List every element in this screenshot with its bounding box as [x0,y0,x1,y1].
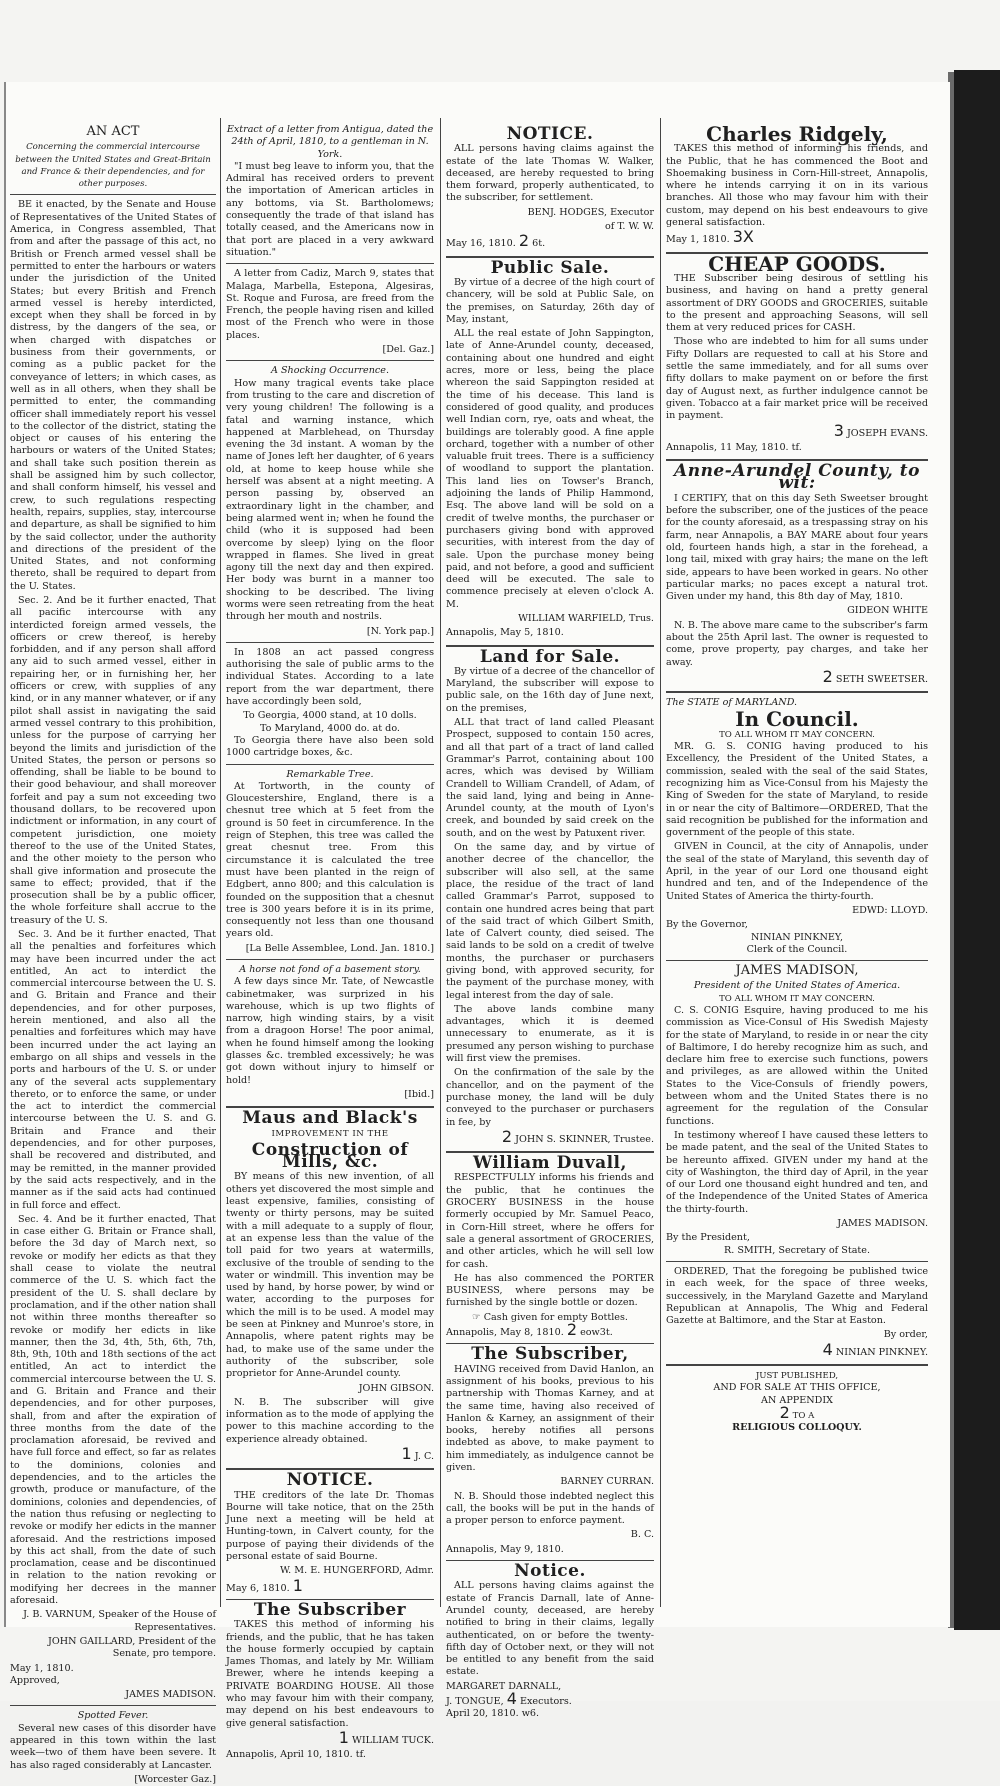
cheap-goods-title: CHEAP GOODS. [708,251,886,276]
for-sale-office: AND FOR SALE AT THIS OFFICE, [713,1382,881,1394]
land-sale-signature: 2 JOHN S. SKINNER, Trustee. [501,1126,654,1146]
subscriber-signature: BARNEY CURRAN. [560,1476,654,1488]
madison-subtitle: President of the United States of America. [693,980,901,992]
madison-text: C. S. CONIG Esquire, having produced to me his commission as Vice-Consul of His Swedish Majesty for the state of Maryland, to reside in or near the city of Baltimore, I do hereby recognize him as such, and declare him free to exercise such functions, powers and privileges, as are allowed within the United States to the Vice-Consuls of friendly powers, between whom and the United States there is no agreement for the regulation of the Consular functions. [666,1005,928,1127]
council-pinkney: NINIAN PINKNEY, [750,931,844,943]
subscriber-date: Annapolis, May 9, 1810. [446,1543,564,1555]
to-a-label: 2 TO A [779,1402,815,1422]
cadiz-source: [Del. Gaz.] [382,344,434,356]
handwritten-mark: 2 [501,1126,513,1146]
divider [226,360,434,361]
public-sale-intro: By virtue of a decree of the high court of chancery, will be sold at Public Sale, on the premises, on Saturday, 26th day of May, instant, [446,276,654,325]
handwritten-mark: 3X [732,227,754,247]
book-binding [954,70,1000,1630]
cheap-goods-signature: 3 JOSEPH EVANS. [833,420,928,440]
column-rule [660,118,661,1607]
council-by: By the Governor, [666,919,748,931]
fever-title: Spotted Fever. [77,1710,149,1722]
council-text: MR. G. S. CONIG having produced to his Excellency, the President of the United States, a commission, sealed with the seal of the said States, recognizing him as Vice-Consul from his Majesty the King of Sweden for the state of Maryland, to reside in or near the city of Baltimore—ORDERED, That the said recognition be published for the information and government of the people of this state. [666,741,928,839]
divider [226,263,434,264]
signature-gaillard: JOHN GAILLARD, President of the Senate, pro tempore. [48,1635,216,1660]
religious-colloquy-label: RELIGIOUS COLLOQUY. [732,1422,862,1434]
column-rule [440,118,441,1607]
madison-testimony: In testimony whereof I have caused these letters to be made patent, and the seal of the United States to be hereunto affixed. GIVEN under my hand at the city of Washington, the third day of April, in the year of our Lord one thousand eight hundred and ten, and of the Independence of the United States of America the thirty-fourth. [666,1129,928,1215]
horse-text: A few days since Mr. Tate, of Newcastle cabinetmaker, was surprized in his warehouse, which is up two flights of narrow, high winding stairs, by a visit from a dragoon Horse! The poor animal, when he found himself among the looking glasses &c. trembled excessively; he was got down without injury to himself or hold! [226,976,434,1086]
handwritten-mark: 2 [779,1402,790,1422]
concern-label: TO ALL WHOM IT MAY CONCERN. [719,729,875,740]
madison-by: By the President, [666,1232,750,1244]
fever-text: Several new cases of this disorder have appeared in this town within the last week—two of them have been severe. It has also raged considerably at Lancaster. [10,1722,216,1771]
council-clerk: Clerk of the Council. [746,943,848,955]
subscriber-initials: B. C. [630,1529,654,1541]
shock-source: [N. York pap.] [366,625,434,637]
public-sale-text: ALL the real estate of John Sappington, late of Anne-Arundel county, deceased, containing about one hundred and eight acres, more or less, being the place whereon the said Sappington resided at the time of his decease. This land is considered of good quality, and produces well Indian corn, rye, oats and wheat, the buildings are tolerably good. A fine apple orchard, together with a number of other valuable fruit trees. There is a sufficiency of woodland to support the plantation. This land lies on Towser's Branch, adjoining the lands of Philip Hammond, Esq. The above land will be sold on a credit of twelve months, the purchaser or purchasers giving bond with approved securities, with interest from the day of sale. Upon the purchase money being paid, and not before, a good and sufficient deed will be executed. The sale to commence precisely at eleven o'clock A. M. [446,328,654,610]
notice-date: May 6, 1810. 1 [226,1575,303,1595]
notice-signature: W. M. E. HUNGERFORD, Admr. [280,1565,434,1577]
tree-title: Remarkable Tree. [286,768,374,780]
notice-text: ALL persons having claims against the estate of the late Thomas W. Walker, deceased, are hereby requested to bring them forward, properly authenticated, to the subscriber, for settlement. [446,143,654,204]
mills-title-2: Construction of Mills, &c. [251,1139,409,1173]
act-title: AN ACT [86,124,140,139]
act-section-3: Sec. 3. And be it further enacted, That all the penalties and forfeitures which may have been incurred under the act entitled, An act to interdict the commercial intercourse between the U. S. and G. Britain and France and their dependencies, and for other purposes, herein mentioned, and also all the penalties and forfeitures which may have been incurred under the act laying an embargo on all ships and vessels in the ports and harbours of the U. S. or under any of the several acts supplementary thereto, or to enforce the same, or under the act to interdict the commercial intercourse between the U. S. and G. Britain and France and their dependencies, and for other purposes, shall be recovered and distributed, and may be remitted, in the manner provided by the said acts respectively, and in the manner as if the said acts had continued in full force and effect. [10,929,216,1211]
duvall-date: Annapolis, May 8, 1810. 2 eow3t. [446,1320,613,1340]
ordered-by: By order, [883,1329,928,1341]
cheap-goods-text: THE Subscriber being desirous of settling his business, and having on hand a pretty general assortment of DRY GOODS and GROCERIES, suitable to the present and approaching Seasons, will sell them at very reduced prices for CASH. [666,272,928,334]
anne-arundel-text: I CERTIFY, that on this day Seth Sweetser brought before the subscriber, one of the justices of the peace for the county aforesaid, as a trespassing stray on his farm, near Annapolis, a BAY MARE about four years old, fourteen hands high, a star in the forehead, a long tail, mixed with gray hairs; the mane on the left side, appears to have been worked in gears. No other particular marks; no paces except a natural trot. Given under my hand, this 8th day of May, 1810. [666,492,928,603]
handwritten-mark: 3 [833,420,844,440]
public-sale-signature: WILLIAM WARFIELD, Trus. [518,612,654,624]
subscriber-title: The Subscriber [253,1599,407,1620]
madison-smith: R. SMITH, Secretary of State. [724,1244,870,1256]
tree-text: At Tortworth, in the county of Gloucestershire, England, there is a chesnut tree which at 5 feet from the ground is 50 feet in circumference. In the reign of Stephen, this tree was called the great chesnut tree. From this circumstance it is calculated the tree must have been planted in the reign of Edgbert, anno 800; and this calculation is founded on the supposition that a chesnut tree is 300 years before it is in its prime, consequently not less than one thousand years old. [226,780,434,940]
act-section-2: Sec. 2. And be it further enacted, That all pacific intercourse with any interdicted foreign armed vessels, the officers or crew thereof, is hereby forbidden, and if any person shall afford any aid to such armed vessel, either in repairing her, or in furnishing her, her officers or crew, with supplies of any kind, or in any manner whatever, or if any pilot shall assist in navigating the said armed vessel contrary to this prohibition, unless for the purpose of carrying her beyond the limits and jurisdiction of the United States, the person or persons so offending, shall be liable to be bound to their good behaviour, and shall moreover forfeit and pay a sum not exceeding two thousand dollars, to be recovered upon indictment or information, in any court of competent jurisdiction, one moiety thereof to the use of the United States, and the other moiety to the person who shall give information and prosecute the same to effect; provided, that if the prosecution shall be by a public officer, the whole forfeiture shall accrue to the treasury of the U. S. [10,594,216,926]
mills-signature: JOHN GIBSON. [358,1382,434,1394]
duvall-cash: ☞ Cash given for empty Bottles. [472,1311,628,1323]
newspaper-page [4,82,950,1785]
ordered-signature: 4 NINIAN PINKNEY. [822,1339,928,1359]
mills-nb: N. B. The subscriber will give information as to the mode of applying the power to this machine according to the experience already obtained. [226,1396,434,1445]
duvall-title: William Duvall, [473,1153,627,1174]
anne-arundel-signature-2: 2 SETH SWEETSER. [822,666,928,686]
signature-madison: JAMES MADISON. [125,1689,216,1701]
anne-arundel-signature: GIDEON WHITE [847,605,928,617]
notice-signature: BENJ. HODGES, Executor [527,206,654,218]
notice-title: NOTICE. [506,124,594,144]
notice2-text: ALL persons having claims against the estate of Francis Darnall, late of Anne-Arundel county, deceased, are hereby notified to bring in their claims, legally authenticated, on or before the twenty-fifth day of October next, or they will not be entitled to any benefit from the said estate. [446,1580,654,1678]
notice-signature-2: of T. W. W. [605,221,654,233]
public-sale-title: Public Sale. [490,257,610,278]
act-section-4: Sec. 4. And be it further enacted, That in case either G. Britain or France shall, before the 3d day of March next, so revoke or modify her edicts as that they shall cease to violate the neutral commerce of the U. S. which fact the president of the U. S. shall declare by proclamation, and if the other nation shall not within three months thereafter so revoke or modify her edicts in like manner, then the 3d, 4th, 5th, 6th, 7th, 8th, 9th, 10th and 18th sections of the act entitled, An act to interdict the commercial intercourse between the U. S. and G. Britain and France and their dependencies, and for other purposes, shall, from and after the expiration of three months from the date of the proclamation aforesaid, be revived and have full force and effect, so far as relates to the dominions, colonies and dependencies, and to the articles the growth, produce or manufacture, of the dominions, colonies and dependencies, of the nation thus refusing or neglecting to revoke or modify her edicts in the manner aforesaid. And the restrictions imposed by this act shall, from the date of such proclamation, cease and be discontinued in relation to the nation revoking or modifying her decrees in the manner aforesaid. [10,1213,216,1607]
land-sale-title: Land for Sale. [479,646,621,667]
subscriber-title: The Subscriber, [471,1344,629,1365]
divider [226,642,434,643]
subscriber-text: HAVING received from David Hanlon, an assignment of his books, previous to his partnership with Thomas Karney, and at the same time, having also received of Hanlon & Karney, an assignment of their books, hereby notifies all persons indebted as above, to make payment to him immediately, as indulgence cannot be given. [446,1363,654,1473]
divider [226,959,434,960]
handwritten-mark: 1 [292,1575,303,1595]
shock-text: How many tragical events take place from trusting to the care and discretion of very young children! The following is a fatal and warning instance, which happened at Marblehead, on Thursday evening the 3d instant. A woman by the name of Jones left her daughter, of 6 years old, at home to keep house while she herself was absent at a night meeting. A person passing by, observed an extraordinary light in the chamber, and being alarmed went in; when he found the child (who it is supposed had been overcome by sleep) lying on the floor wrapped in flames. She lived in great agony till the next day and then expired. Her body was burnt in a manner too shocking to be described. The living worms were seen retreating from the heat through her mouth and nostrils. [226,377,434,623]
arms-maryland: To Maryland, 4000 do. at do. [260,722,400,734]
notice-title: NOTICE. [286,1470,374,1491]
shock-title: A Shocking Occurrence. [270,365,390,377]
mills-title: Maus and Black's [242,1108,418,1129]
arms-georgia: To Georgia, 4000 stand, at 10 dolls. [243,710,417,722]
concern-label-2: TO ALL WHOM IT MAY CONCERN. [719,993,875,1004]
state-label: The STATE of MARYLAND. [666,697,798,709]
divider [10,1705,216,1706]
divider [666,1364,928,1366]
land-sale-text-1: ALL that tract of land called Pleasant Prospect, supposed to contain 150 acres, and all that part of a tract of land called Grammar's Parrot, containing about 100 acres, which was devised by William Crandell to William Crandell, of Adam, of the said land, lying and being in Anne-Arundel county, at the mouth of Lyon's creek, and bounded by said creek on the south, and on the west by Patuxent river. [446,717,654,839]
ridgely-text: TAKES this method of informing his friends, and the Public, that he has commenced the Boot and Shoemaking business in Corn-Hill-street, Annapolis, where he intends carrying it on in its various branches. All those who may favour him with their custom, may depend on his best endeavours to give general satisfaction. [666,143,928,229]
council-title: In Council. [735,707,859,732]
mills-text: BY means of this new invention, of all others yet discovered the most simple and least expensive, families, consisting of twenty or thirty persons, may be suited with a mill adequate to a supply of flour, at an expense less than the value of the toll paid for two years at watermills, exclusive of the trouble of sending to the water or windmill. This invention may be used by hand, by horse power, by wind or water, according to the purposes for which the mill is to be used. A model may be seen at Pinkney and Munroe's store, in Annapolis, where patent rights may be had, to make use of the same under the authority of the subscriber, sole proprietor for Anne-Arundel county. [226,1171,434,1380]
column-3 [446,124,654,1720]
anne-arundel-nb: N. B. The above mare came to the subscriber's farm about the 25th April last. The owner is requested to come, prove property, pay charges, and take her away. [666,619,928,668]
madison-signature: JAMES MADISON. [837,1218,928,1230]
notice2-date: April 20, 1810. w6. [446,1708,540,1720]
notice-text: THE creditors of the late Dr. Thomas Bourne will take notice, that on the 25th June next a meeting will be held at Hunting-town, in Calvert county, for the purpose of paying their dividends of the personal estate of said Bourne. [226,1489,434,1563]
pointing-hand-icon: ☞ [472,1311,481,1323]
handwritten-mark: 4 [822,1339,833,1359]
madison-title: JAMES MADISON, [735,963,859,979]
land-sale-text-3: The above lands combine many advantages, which it is deemed unnecessary to enumerate, as it is presumed any person wishing to purchase will first view the premises. [446,1003,654,1065]
act-date: May 1, 1810. [10,1662,74,1674]
anne-arundel-title: Anne-Arundel County, to wit: [674,461,920,494]
column-rule [220,118,221,1607]
divider [666,1261,928,1262]
act-subtitle: Concerning the commercial intercourse between the United States and Great-Britain and France & their dependencies, and for other purposes. [15,142,211,190]
land-sale-text-4: On the confirmation of the sale by the chancellor, and on the payment of the purchase money, the land will be duly conveyed to the purchaser or purchasers in fee, by [446,1067,654,1128]
handwritten-mark: 2 [822,666,833,686]
duvall-text-2: He has also commenced the PORTER BUSINESS, where persons may be furnished by the single bottle or dozen. [446,1272,654,1309]
divider [226,764,434,765]
notice-date: May 16, 1810. 2 6t. [446,231,546,251]
arms-georgia-boxes: To Georgia there have also been sold 1000 cartridge boxes, &c. [226,734,434,759]
subscriber-date: Annapolis, April 10, 1810. tf. [226,1749,366,1761]
ridgely-title: Charles Ridgely, [706,122,888,146]
cheap-goods-date: Annapolis, 11 May, 1810. tf. [666,441,802,453]
notice2-signature: MARGARET DARNALL, [446,1680,562,1692]
council-given: GIVEN in Council, at the city of Annapolis, under the seal of the state of Maryland, this seventh day of April, in the year of our Lord one thousand eight hundred and ten, and of the Independence of the United States of America the thirty-fourth. [666,841,928,902]
just-published: JUST PUBLISHED, [755,1371,839,1382]
ridgely-date: May 1, 1810. 3X [666,227,754,247]
public-sale-date: Annapolis, May 5, 1810. [446,627,564,639]
mills-subtitle: IMPROVEMENT IN THE [271,1128,389,1139]
council-signature: EDWD: LLOYD. [852,904,928,916]
land-sale-text-2: On the same day, and by virtue of another decree of the chancellor, the subscriber will also sell, at the same place, the residue of the tract of land called Grammar's Parrot, supposed to contain one hundred acres being that part of the said tract of which Gilbert Smith, late of Calvert county, died seised. The said lands to be sold on a credit of twelve months, the purchaser or purchasers giving bond, with approved security, for the payment of the purchase money, with legal interest from the day of sale. [446,842,654,1001]
column-2 [226,124,434,1761]
duvall-text: RESPECTFULLY informs his friends and the public, that he continues the GROCERY BUSINESS in the house formerly occupied by Mr. Samuel Peaco, in Corn-Hill street, where he offers for sale a general assortment of GROCERIES, and other articles, which he will sell low for cash. [446,1172,654,1270]
handwritten-mark: 1 [401,1443,412,1463]
mills-initials: 1 J. C. [401,1443,434,1463]
signature-varnum: J. B. VARNUM, Speaker of the House of Representatives. [23,1609,216,1633]
congress-text: In 1808 an act passed congress authorising the sale of public arms to the individual States. According to a late report from the war department, there have accordingly been sold, [226,646,434,708]
divider [666,960,928,961]
horse-source: [Ibid.] [404,1088,434,1100]
subscriber-signature: 1 WILLIAM TUCK. [338,1727,434,1747]
antigua-text: "I must beg leave to inform you, that the Admiral has received orders to prevent the importation of American articles in any bottoms, via St. Bartholomews; consequently the trade of that island has totally ceased, and the Americans now in that port are placed in a very awkward situation." [226,160,434,258]
subscriber-nb: N. B. Should those indebted neglect this call, the books will be put in the hands of a proper person to enforce payment. [446,1490,654,1527]
handwritten-mark: 4 [506,1689,517,1709]
handwritten-mark: 2 [566,1320,578,1340]
ordered-text: ORDERED, That the foregoing be published twice in each week, for the space of three weeks, successively, in the Maryland Gazette and Maryland Republican at Annapolis, The Whig and Federal Gazette at Baltimore, and the Star at Easton. [666,1265,928,1327]
handwritten-mark: 2 [518,231,530,251]
tree-source: [La Belle Assemblee, Lond. Jan. 1810.] [245,942,434,954]
subscriber-text: TAKES this method of informing his friends, and the public, that he has taken the house formerly occupied by captain James Thomas, and lately by Mr. William Brewer, where he intends keeping a PRIVATE BOARDING HOUSE. All those who may favour him with their company, may depend on his best endeavours to give general satisfaction. [226,1619,434,1729]
notice2-title: Notice. [514,1561,586,1582]
notice2-signature-2: J. TONGUE, 4 Executors. [446,1689,572,1709]
fever-source: [Worcester Gaz.] [134,1773,216,1785]
horse-title: A horse not fond of a basement story. [239,964,421,975]
handwritten-mark: 1 [338,1727,349,1747]
divider [10,194,216,195]
cheap-goods-text-2: Those who are indebted to him for all sums under Fifty Dollars are requested to call at his Store and settle the same immediately, and for all sums over fifty dollars to make payment on or before the first day of August next, as further indulgence cannot be given. Tobacco at a fair market price will be received in payment. [666,336,928,422]
antigua-heading: Extract of a letter from Antigua, dated the 24th of April, 1810, to a gentleman in N. York. [226,124,434,160]
approved-label: Approved, [10,1674,60,1686]
column-4 [666,124,928,1605]
land-sale-intro: By virtue of a decree of the chancellor of Maryland, the subscriber will expose to public sale, on the 16th day of June next, on the premises, [446,665,654,714]
divider [666,691,928,693]
column-1 [10,124,216,1785]
cadiz-text: A letter from Cadiz, March 9, states that Malaga, Marbella, Estepona, Algesiras, St. Roque and Furosa, are freed from the French, the people having risen and killed most of the French who were in those places. [226,268,434,341]
appendix-label: AN APPENDIX [761,1394,833,1406]
act-section-1: BE it enacted, by the Senate and House of Representatives of the United States of America, in Congress assembled, That from and after the passage of this act, no British or French armed vessel shall be permitted to enter the harbours or waters under the jurisdiction of the United States; but every British and French armed vessel is hereby interdicted, except when they shall be forced in by distress, by the dangers of the sea, or when charged with dispatches or business from their governments, or coming as a public packet for the conveyance of letters; in which cases, as well as in all others, when they shall be permitted to enter, the commanding officer shall immediately report his vessel to the collector of the district, stating the object or causes of his entering the harbours or waters of the United States; and shall take such position therein as shall be assigned him by such collector, and shall conform himself, his vessel and crew, to such regulations respecting health, repairs, supplies, stay, intercourse and departure, as shall be signified to him by the said collector, under the authority and directions of the president of the United States, and not conforming thereto, shall be required to depart from the U. States. [10,199,216,592]
